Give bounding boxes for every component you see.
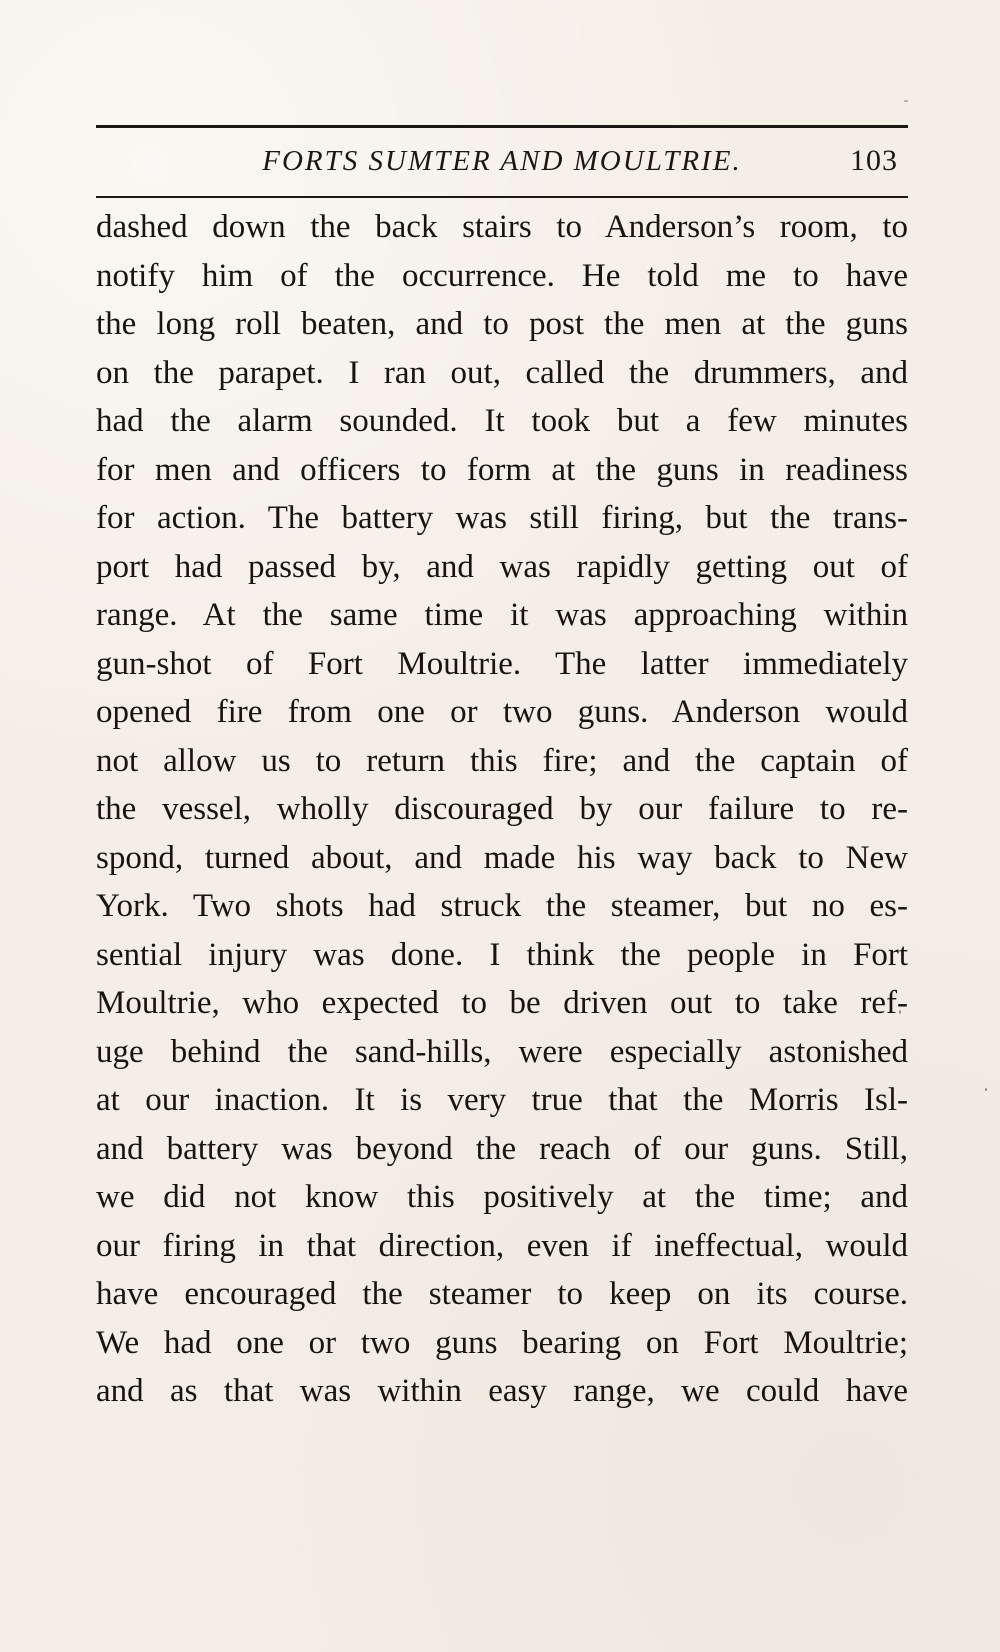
header-bottom-rule (96, 196, 908, 198)
text-line-24: We had one or two guns bearing on Fort Moultrie; (96, 1324, 908, 1361)
text-line-19: at our inaction. It is very true that the Morris Isl- (96, 1082, 908, 1118)
body-text (96, 203, 908, 1416)
text-line-4: on the parapet. I ran out, called the drummers, and (96, 354, 908, 391)
text-line-21: we did not know this positively at the time; and (96, 1179, 908, 1215)
text-line-10: gun-shot of Fort Moultrie. The latter immediately (96, 645, 908, 682)
text-line-23: have encouraged the steamer to keep on its course. (96, 1276, 908, 1312)
text-line-18: uge behind the sand-hills, were especially astonished (96, 1033, 908, 1070)
running-head (96, 143, 908, 179)
text-line-11: opened fire from one or two guns. Anderson would (96, 694, 908, 730)
header-top-rule (96, 125, 908, 128)
text-line-2: notify him of the occurrence. He told me to have (96, 257, 908, 294)
paper-speck (899, 1010, 901, 1014)
text-line-22: our firing in that direction, even if ineffectual, would (96, 1227, 908, 1264)
text-line-16: sential injury was done. I think the people in Fort (96, 936, 908, 973)
text-line-9: range. At the same time it was approaching within (96, 597, 908, 633)
paper-speck (904, 100, 908, 102)
text-line-1: dashed down the back stairs to Anderson’s room, to (96, 209, 908, 245)
text-line-17: Moultrie, who expected to be driven out to take ref- (96, 985, 908, 1021)
text-line-15: York. Two shots had struck the steamer, but no es- (96, 888, 908, 924)
text-line-14: spond, turned about, and made his way back to New (96, 839, 908, 876)
text-line-6: for men and officers to form at the guns in readiness (96, 451, 908, 488)
text-line-8: port had passed by, and was rapidly getting out of (96, 548, 908, 585)
text-line-25: and as that was within easy range, we could have (96, 1373, 908, 1409)
text-line-13: the vessel, wholly discouraged by our failure to re- (96, 791, 908, 827)
text-line-7: for action. The battery was still firing, but the trans- (96, 500, 908, 536)
text-line-5: had the alarm sounded. It took but a few minutes (96, 403, 908, 439)
page-number: 103 (850, 144, 898, 177)
running-title: FORTS SUMTER AND MOULTRIE. (262, 145, 742, 177)
text-line-12: not allow us to return this fire; and the captain of (96, 742, 908, 779)
paper-speck (985, 1088, 987, 1091)
text-line-20: and battery was beyond the reach of our guns. Still, (96, 1130, 908, 1167)
text-line-3: the long roll beaten, and to post the men at the guns (96, 306, 908, 342)
